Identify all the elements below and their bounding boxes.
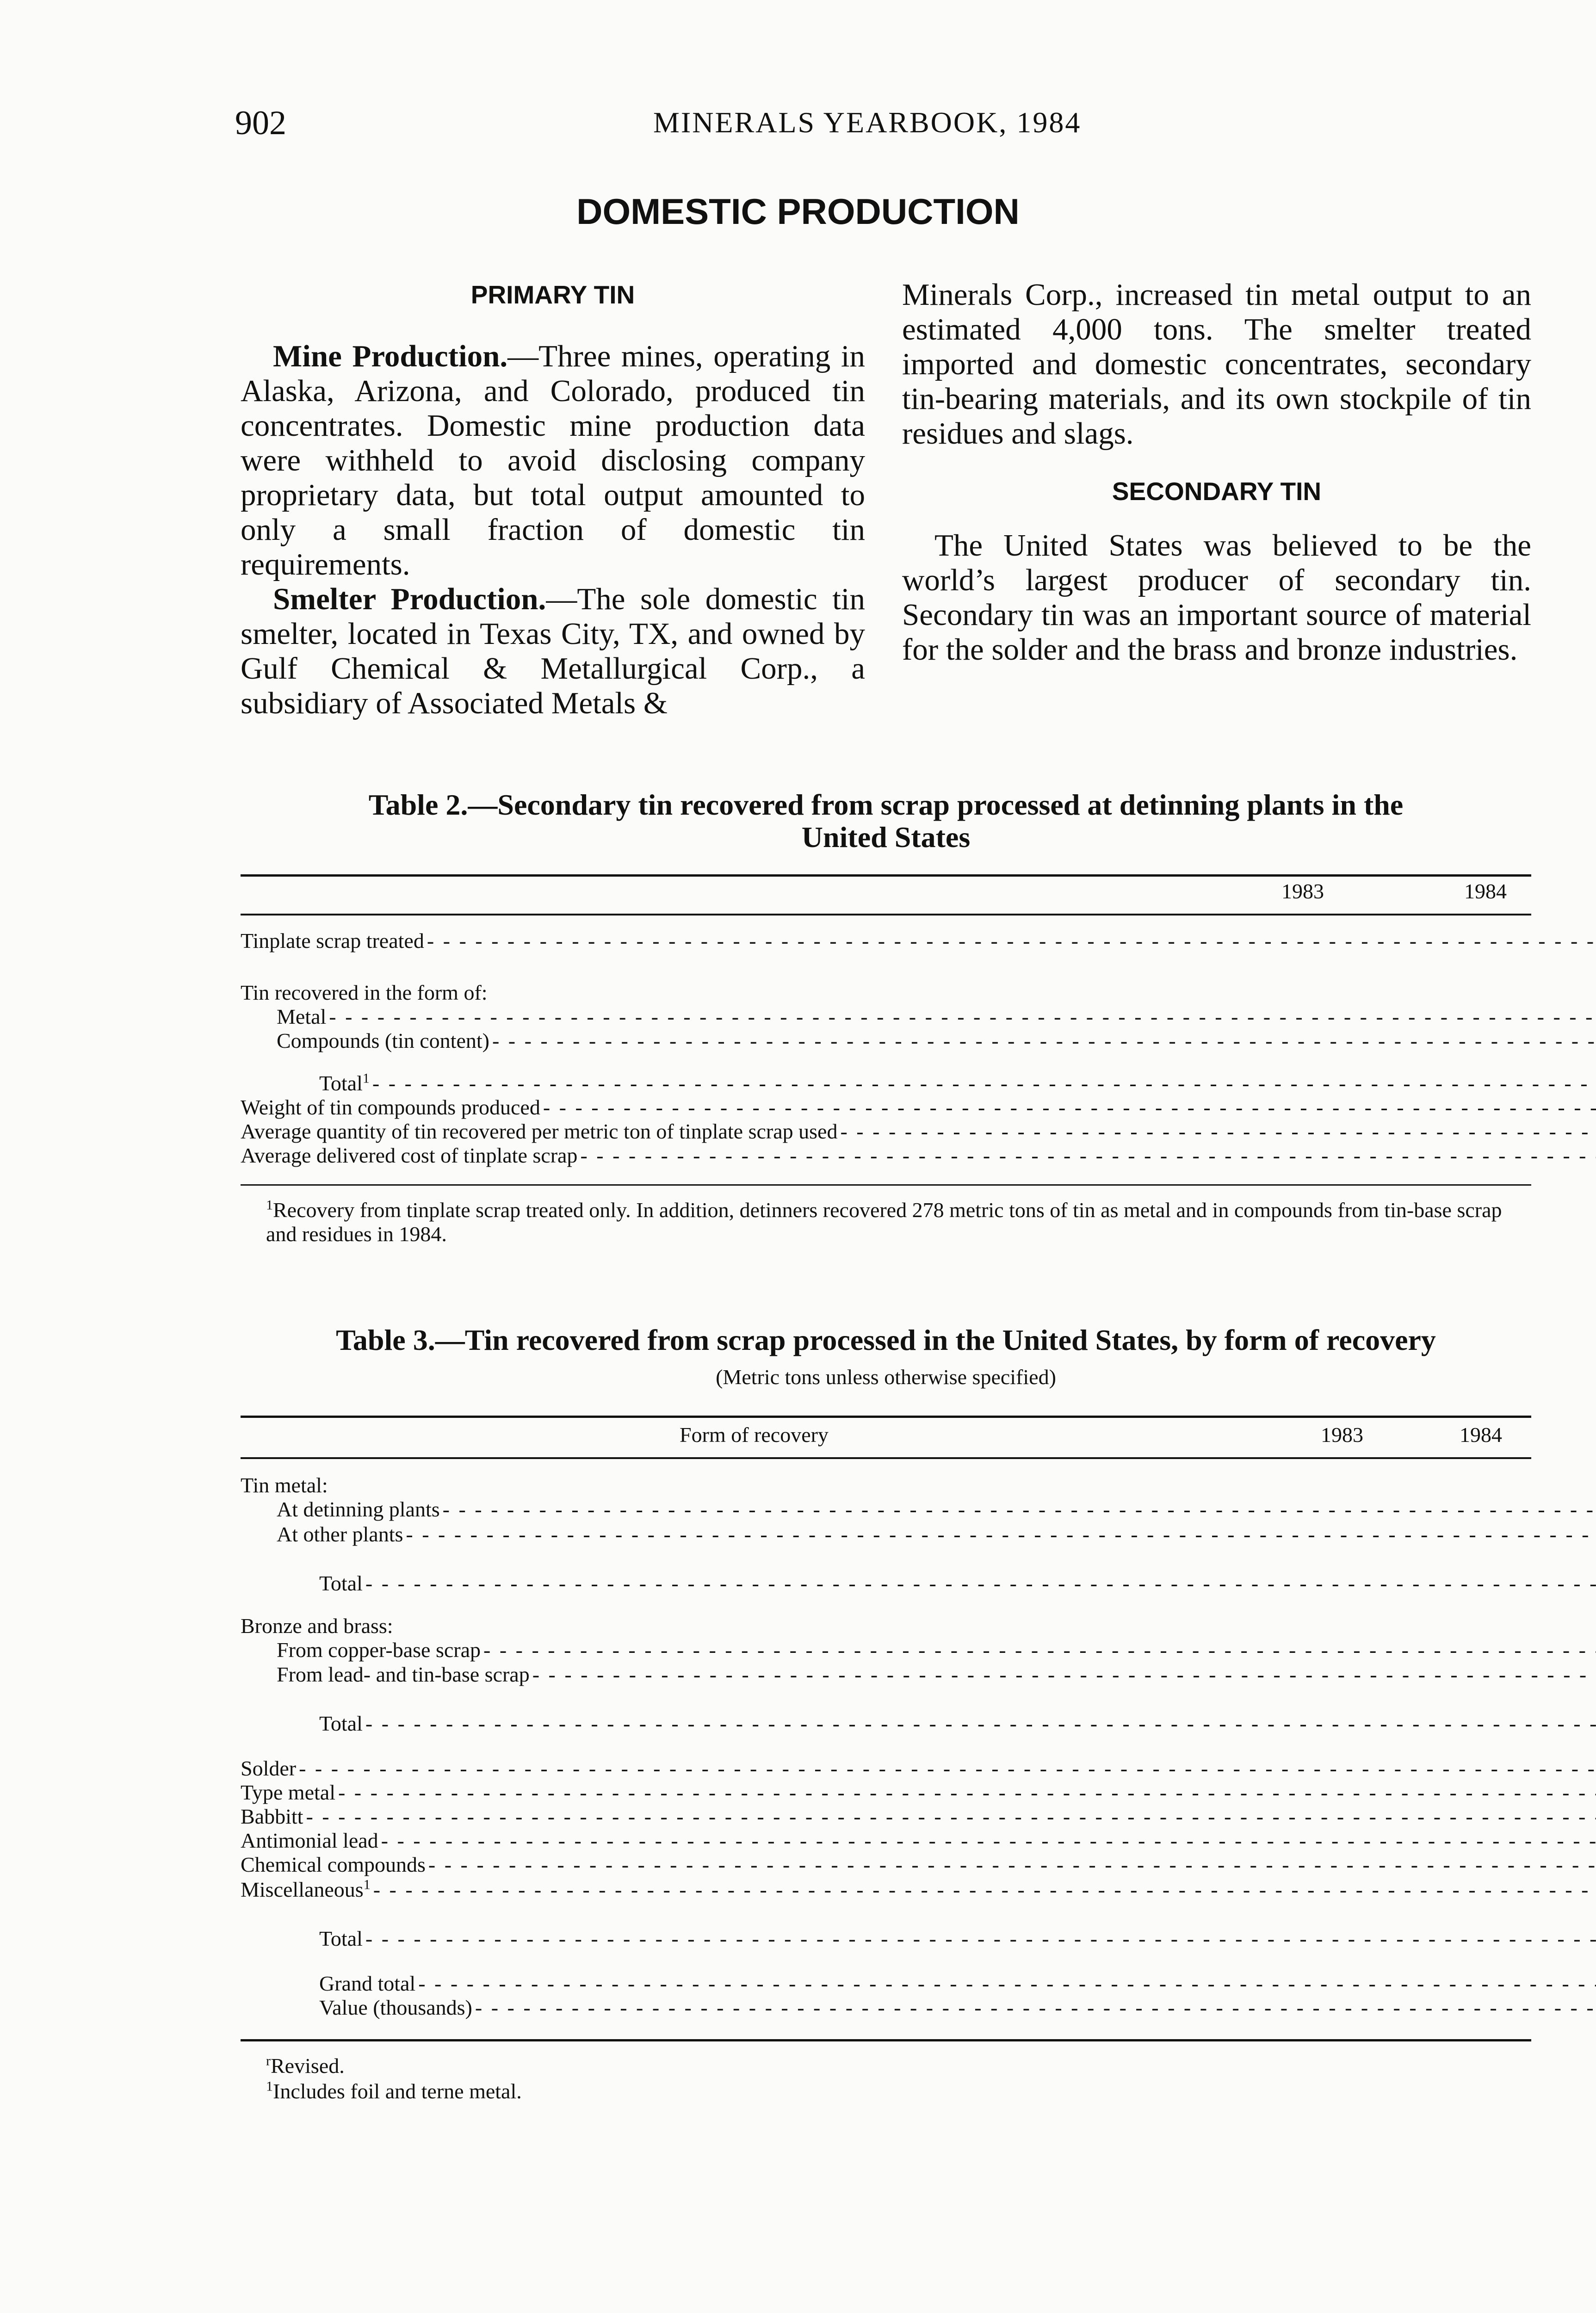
row-label: Total [319,1712,363,1735]
table-row [241,1638,1596,1662]
row-label: Tinplate scrap treated [241,929,424,952]
table-row [241,1119,1596,1144]
page-number: 902 [235,104,286,142]
subhead-secondary-tin: SECONDARY TIN [1112,477,1322,506]
footnote-text: Revised. [271,2054,345,2078]
table-row [241,1144,1596,1168]
footnote-ref: 1 [362,1070,370,1086]
table2-caption-line2: United States [801,821,971,853]
table3-top-rule [241,1416,1531,1418]
footnote-mark: 1 [266,2078,273,2094]
table-row [241,1877,1596,1902]
row-label: Compounds (tin content) [277,1029,489,1052]
footnote-text: Recovery from tinplate scrap treated only. In addition, detinners recovered 278 metric tons of tin as metal and in compounds from tin-base scrap and residues in 1984. [266,1198,1502,1246]
table3-footnote-1 [266,2079,522,2103]
subhead-primary-tin: PRIMARY TIN [470,280,635,309]
row-label: Average delivered cost of tinplate scrap [241,1144,578,1167]
table-row [241,1005,1596,1029]
row-label: At detinning plants [277,1497,440,1521]
table2-top-rule [241,874,1531,877]
table2-footnote [266,1198,1531,1246]
table-row [241,1972,1596,1996]
row-label: Babbitt [241,1805,303,1828]
table-row [241,1071,1596,1095]
table-row [241,1473,1596,1497]
table2-bottom-rule [241,1184,1531,1186]
paragraph-text: —Three mines, operating in Alaska, Arizona, and Colorado, produced tin concentrates. Domestic mine production data were withheld to avoid disclosing company proprietary data, but total output amounted to only a small fraction of domestic tin requirements. [241,339,865,581]
table2-caption [241,789,1531,853]
row-label: Solder [241,1756,297,1780]
right-column [902,278,1531,667]
table3-subcaption: (Metric tons unless otherwise specified) [716,1365,1056,1389]
footnote-mark: r [266,2053,271,2069]
row-label: At other plants [277,1522,403,1546]
run-in-head-mine: Mine Production. [273,339,508,373]
table-row [241,1829,1596,1853]
table-row [241,1095,1596,1119]
table-row [241,1521,1596,1546]
row-label: Grand total [319,1971,416,1995]
row-label: Total [319,1071,363,1095]
table-row [241,1805,1596,1829]
table-row [241,1662,1596,1687]
table3 [241,1473,1596,2020]
table3-caption: Table 3.—Tin recovered from scrap processed in the United States, by form of recovery [336,1323,1436,1356]
table2 [241,929,1596,1168]
row-label: Miscellaneous [241,1877,364,1901]
table-row [241,1570,1596,1596]
table-row [241,981,1596,1005]
table3-col-form: Form of recovery [680,1423,829,1447]
footnote-ref: 1 [363,1877,371,1892]
section-title: DOMESTIC PRODUCTION [576,191,1020,232]
table3-col-1984: 1984 [1460,1423,1502,1447]
row-label: Total [319,1926,363,1950]
paragraph-text: —The sole domestic tin smelter, located in Texas City, TX, and owned by Gulf Chemical & Metallurgical Corp., a subsidiary of Associated Metals & [241,582,865,720]
table3-head-rule [241,1457,1531,1459]
row-label: From copper-base scrap [277,1638,481,1662]
paragraph-secondary-tin: The United States was believed to be the world’s largest producer of secondary tin. Secondary tin was an important source of material for the solder and the brass and bronze industries. [902,528,1531,667]
row-label: Antimonial lead [241,1829,378,1852]
table-row [241,1925,1596,1951]
table-row [241,1029,1596,1053]
row-label: Value (thousands) [319,1995,472,2019]
table3-col-1983: 1983 [1321,1423,1363,1447]
row-label: Bronze and brass: [241,1614,393,1638]
row-label: Tin metal: [241,1473,328,1497]
row-label: Weight of tin compounds produced [241,1095,540,1119]
table3-bottom-rule [241,2039,1531,2041]
table3-footnote-revised [266,2054,345,2078]
left-column [241,278,865,721]
table-row [241,1614,1596,1638]
row-label: Tin recovered in the form of: [241,981,488,1004]
table-row [241,1781,1596,1805]
table-row [241,1853,1596,1877]
paragraph-smelter-production [241,582,865,721]
row-label: Chemical compounds [241,1853,426,1876]
table2-col-1984: 1984 [1464,879,1507,903]
table-row [241,1710,1596,1736]
table-row [241,929,1596,953]
table-row [241,1996,1596,2020]
table2-caption-line1: Table 2.—Secondary tin recovered from scrap processed at detinning plants in the [368,788,1404,821]
table-row [241,1497,1596,1521]
table2-col-1983: 1983 [1281,879,1324,903]
running-title: MINERALS YEARBOOK, 1984 [653,106,1082,139]
row-label: Average quantity of tin recovered per metric ton of tinplate scrap used [241,1119,838,1143]
footnote-mark: 1 [266,1197,273,1213]
footnote-text: Includes foil and terne metal. [273,2079,522,2103]
row-label: From lead- and tin-base scrap [277,1663,530,1686]
row-label: Metal [277,1005,327,1028]
row-label: Type metal [241,1781,335,1804]
row-label: Total [319,1571,363,1595]
paragraph-minerals-corp: Minerals Corp., increased tin metal output to an estimated 4,000 tons. The smelter treated imported and domestic concentrates, secondary tin-bearing materials, and its own stockpile of tin residues and slags. [902,278,1531,451]
table-row [241,1756,1596,1781]
run-in-head-smelter: Smelter Production. [273,582,546,616]
paragraph-mine-production [241,339,865,582]
table2-head-rule [241,914,1531,915]
